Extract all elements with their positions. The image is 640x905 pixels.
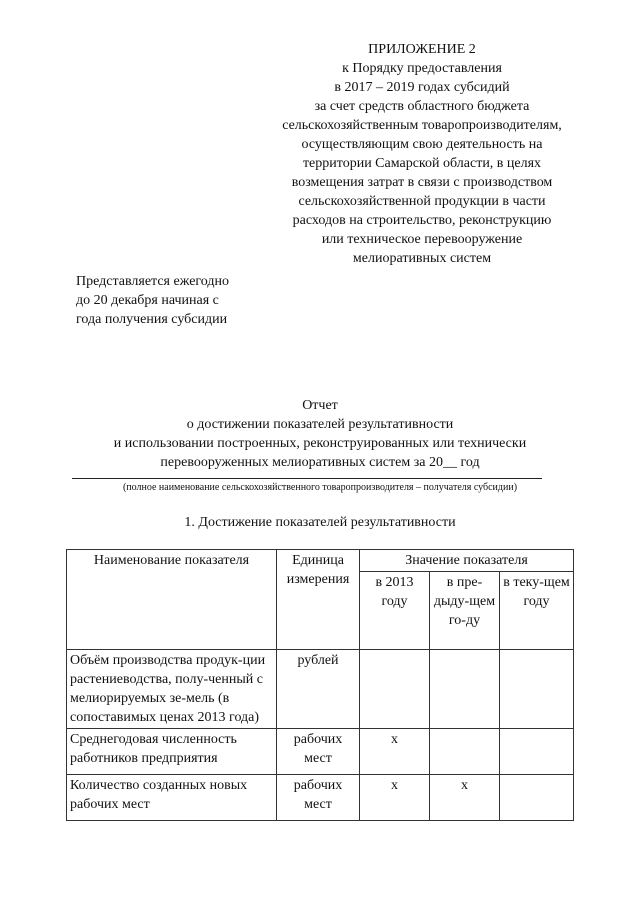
row-value-current[interactable] — [500, 775, 574, 821]
report-title-line: Отчет — [302, 398, 338, 413]
note-line: Представляется ежегодно — [76, 274, 230, 289]
header-unit: Единица измерения — [277, 550, 360, 650]
row-value-previous[interactable] — [430, 729, 500, 775]
row-value-2013[interactable]: х — [360, 729, 430, 775]
appendix-line: расходов на строительство, реконструкцию — [292, 213, 552, 228]
appendix-line: территории Самарской области, в целях — [302, 156, 542, 171]
row-value-2013[interactable]: х — [360, 775, 430, 821]
appendix-line: сельскохозяйственным товаропроизводителям, — [282, 118, 562, 133]
header-year-2013: в 2013 году — [360, 572, 430, 650]
row-value-current[interactable] — [500, 729, 574, 775]
row-value-previous[interactable] — [430, 650, 500, 729]
table-header-row — [67, 550, 574, 572]
row-unit: рабочих мест — [277, 729, 360, 775]
header-indicator-name: Наименование показателя — [67, 550, 277, 650]
row-value-previous[interactable]: х — [430, 775, 500, 821]
appendix-title: ПРИЛОЖЕНИЕ 2 — [368, 42, 476, 57]
table-row — [67, 729, 574, 775]
section-heading: 1. Достижение показателей результативности — [184, 515, 456, 530]
report-title-line: перевооруженных мелиоративных систем за 20__ год — [160, 455, 480, 470]
recipient-name-caption: (полное наименование сельскохозяйственного товаропроизводителя – получателя субсидии) — [122, 482, 518, 493]
appendix-line: мелиоративных систем — [352, 251, 492, 266]
appendix-line: в 2017 – 2019 годах субсидий — [334, 80, 510, 95]
recipient-name-line[interactable] — [72, 478, 542, 479]
header-current-year: в теку-щем году — [500, 572, 574, 650]
row-value-2013[interactable] — [360, 650, 430, 729]
appendix-line: или техническое перевооружение — [321, 232, 523, 247]
table-row — [67, 650, 574, 729]
header-previous-year: в пре-дыду-щем го-ду — [430, 572, 500, 650]
header-value-group: Значение показателя — [360, 550, 574, 572]
report-title-line: и использовании построенных, реконструированных или технически — [113, 436, 527, 451]
table-row — [67, 775, 574, 821]
submission-note — [76, 272, 276, 329]
appendix-line: возмещения затрат в связи с производством — [291, 175, 553, 190]
appendix-line: к Порядку предоставления — [342, 61, 502, 76]
row-indicator-name: Среднегодовая численность работников предприятия — [67, 729, 277, 775]
appendix-line: сельскохозяйственной продукции в части — [298, 194, 546, 209]
note-line: года получения субсидии — [76, 312, 228, 327]
row-unit: рабочих мест — [277, 775, 360, 821]
note-line: до 20 декабря начиная с — [76, 293, 219, 308]
appendix-line: осуществляющим свою деятельность на — [301, 137, 543, 152]
row-indicator-name: Количество созданных новых рабочих мест — [67, 775, 277, 821]
row-unit: рублей — [277, 650, 360, 729]
report-title-line: о достижении показателей результативности — [186, 417, 454, 432]
row-indicator-name: Объём производства продук-ции растениеводства, полу-ченный с мелиорируемых зе-мель (в сопоставимых ценах 2013 года) — [67, 650, 277, 729]
report-title — [40, 396, 600, 472]
appendix-block — [262, 40, 582, 268]
results-table — [66, 549, 574, 821]
appendix-line: за счет средств областного бюджета — [314, 99, 530, 114]
row-value-current[interactable] — [500, 650, 574, 729]
